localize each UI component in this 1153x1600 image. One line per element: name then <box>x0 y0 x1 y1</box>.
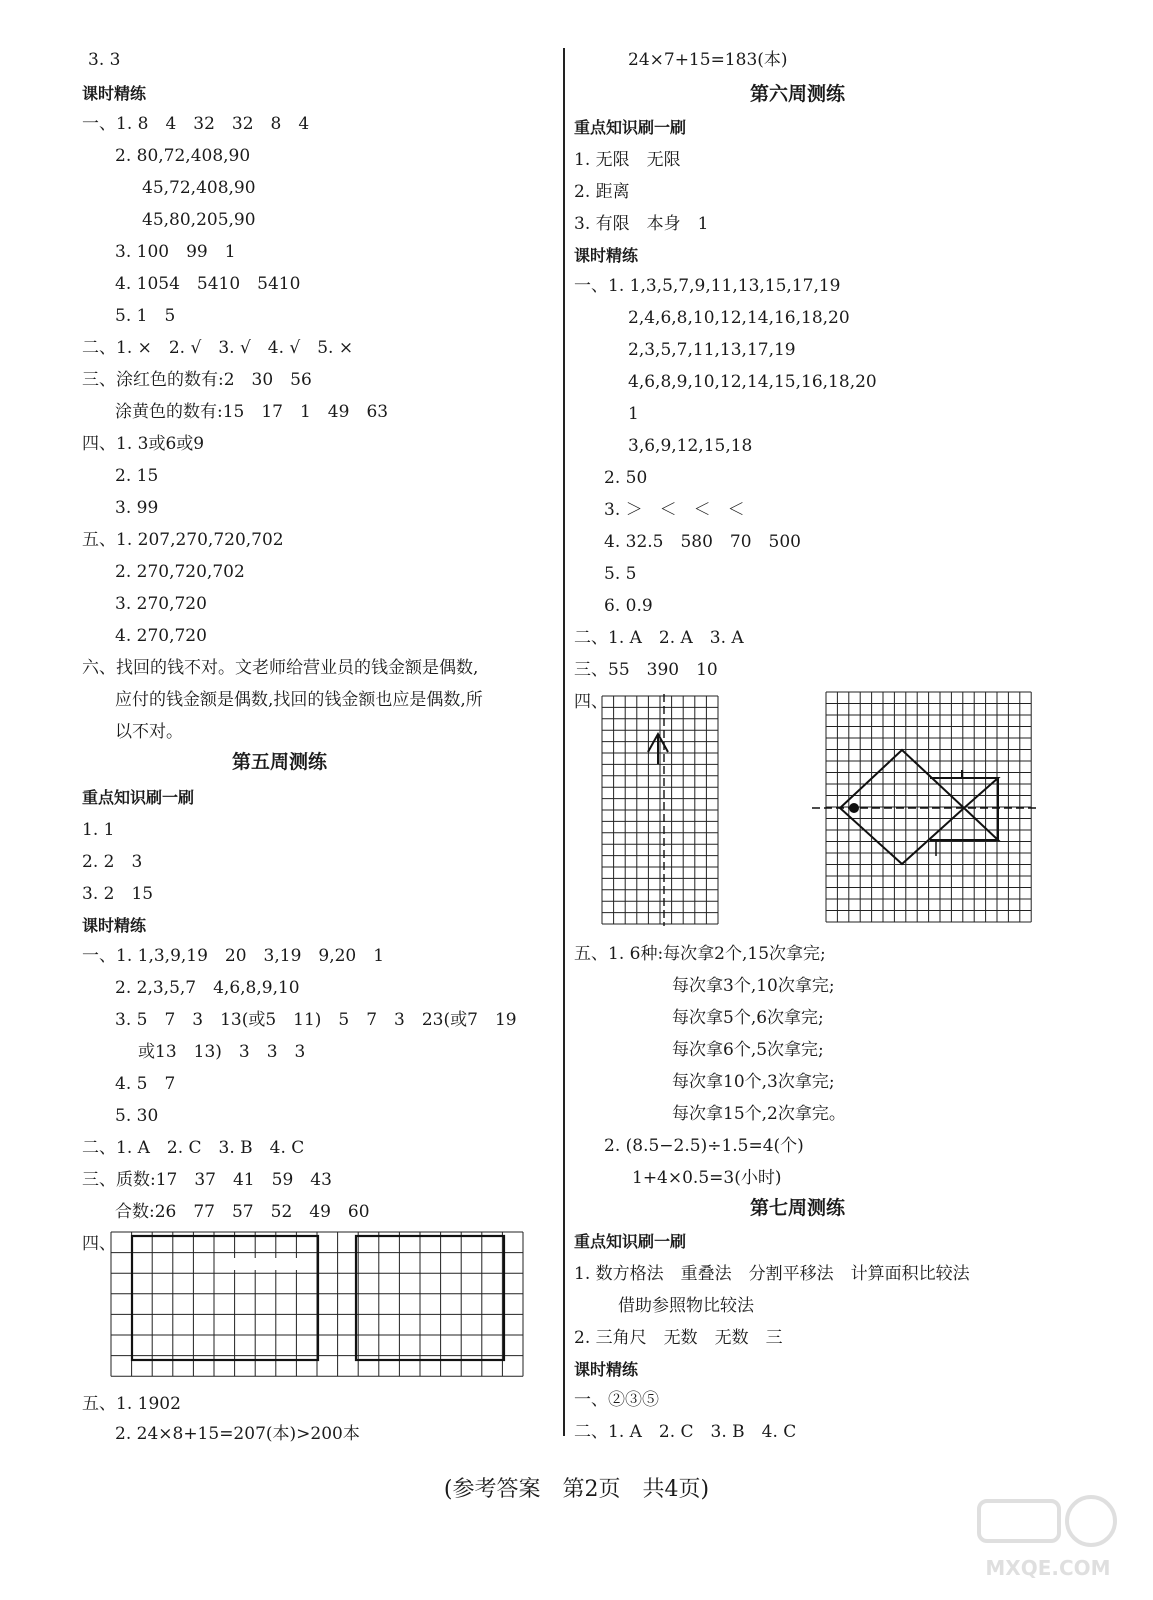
left-line-32: 4. 5 7 <box>115 1074 176 1094</box>
right-line-7: 一、1. 1,3,5,7,9,11,13,15,17,19 <box>574 276 841 296</box>
right-line-11: 1 <box>628 404 639 424</box>
right-line-17: 6. 0.9 <box>604 596 653 616</box>
column-divider <box>563 48 565 1436</box>
right-line-9: 2,3,5,7,11,13,17,19 <box>628 340 796 360</box>
left-line-9: 二、1. × 2. √ 3. √ 4. √ 5. × <box>82 338 354 358</box>
left-line-34: 二、1. A 2. C 3. B 4. C <box>82 1138 305 1158</box>
left-line-28: 一、1. 1,3,9,19 20 3,19 9,20 1 <box>82 946 385 966</box>
left-line-15: 五、1. 207,270,720,702 <box>82 530 284 550</box>
left-line-20: 应付的钱金额是偶数,找回的钱金额也应是偶数,所 <box>115 690 483 710</box>
left-line-14: 3. 99 <box>115 498 159 518</box>
left-line-0: 3. 3 <box>88 50 121 70</box>
right-line-2: 重点知识刷一刷 <box>574 118 687 137</box>
left-line-39: 2. 24×8+15=207(本)>200本 <box>115 1424 360 1444</box>
right-line-4: 2. 距离 <box>574 182 630 202</box>
left-line-7: 4. 1054 5410 5410 <box>115 274 301 294</box>
grid-figure-week5 <box>110 1230 526 1378</box>
left-line-5: 45,80,205,90 <box>142 210 256 230</box>
left-line-8: 5. 1 5 <box>115 306 176 326</box>
left-line-6: 3. 100 99 1 <box>115 242 236 262</box>
left-line-31: 或13 13) 3 3 3 <box>138 1042 306 1062</box>
right-line-24: 每次拿6个,5次拿完; <box>672 1040 824 1060</box>
right-line-14: 3. ＞ ＜ ＜ ＜ <box>604 500 745 520</box>
right-line-6: 课时精练 <box>574 246 639 265</box>
right-line-5: 3. 有限 本身 1 <box>574 214 709 234</box>
left-line-33: 5. 30 <box>115 1106 159 1126</box>
left-line-11: 涂黄色的数有:15 17 1 49 63 <box>115 402 389 422</box>
right-line-36: 二、1. A 2. C 3. B 4. C <box>574 1422 797 1442</box>
page-footer: (参考答案 第2页 共4页) <box>443 1477 710 1502</box>
left-line-24: 1. 1 <box>82 820 115 840</box>
right-line-29: 第七周测练 <box>750 1197 846 1219</box>
left-line-35: 三、质数:17 37 41 59 43 <box>82 1170 332 1190</box>
left-line-25: 2. 2 3 <box>82 852 143 872</box>
right-line-34: 课时精练 <box>574 1360 639 1379</box>
right-line-1: 第六周测练 <box>750 83 846 105</box>
right-line-25: 每次拿10个,3次拿完; <box>672 1072 835 1092</box>
left-line-27: 课时精练 <box>82 916 147 935</box>
left-line-1: 课时精练 <box>82 84 147 103</box>
left-line-23: 重点知识刷一刷 <box>82 788 195 807</box>
right-line-20: 四、 <box>574 692 608 712</box>
right-line-13: 2. 50 <box>604 468 648 488</box>
right-line-32: 借助参照物比较法 <box>618 1296 754 1316</box>
left-line-37: 四、 <box>82 1234 116 1254</box>
left-line-26: 3. 2 15 <box>82 884 154 904</box>
right-line-31: 1. 数方格法 重叠法 分割平移法 计算面积比较法 <box>574 1264 970 1284</box>
left-line-10: 三、涂红色的数有:2 30 56 <box>82 370 312 390</box>
left-line-19: 六、找回的钱不对。文老师给营业员的钱金额是偶数, <box>82 658 479 678</box>
right-line-12: 3,6,9,12,15,18 <box>628 436 753 456</box>
right-line-35: 一、②③⑤ <box>574 1390 659 1410</box>
svg-text:MXQE.COM: MXQE.COM <box>985 1556 1111 1580</box>
right-line-3: 1. 无限 无限 <box>574 150 681 170</box>
grid-figure-fish <box>812 690 1040 926</box>
watermark-logo <box>973 1489 1123 1584</box>
left-line-2: 一、1. 8 4 32 32 8 4 <box>82 114 310 134</box>
right-line-26: 每次拿15个,2次拿完。 <box>672 1104 846 1124</box>
right-line-30: 重点知识刷一刷 <box>574 1232 687 1251</box>
grid-figure-arrow <box>598 694 722 926</box>
right-line-15: 4. 32.5 580 70 500 <box>604 532 802 552</box>
left-line-13: 2. 15 <box>115 466 159 486</box>
right-line-0: 24×7+15=183(本) <box>628 50 788 70</box>
left-line-3: 2. 80,72,408,90 <box>115 146 251 166</box>
right-line-10: 4,6,8,9,10,12,14,15,16,18,20 <box>628 372 877 392</box>
right-line-22: 每次拿3个,10次拿完; <box>672 976 835 996</box>
right-line-23: 每次拿5个,6次拿完; <box>672 1008 824 1028</box>
left-line-12: 四、1. 3或6或9 <box>82 434 205 454</box>
left-line-18: 4. 270,720 <box>115 626 207 646</box>
right-line-16: 5. 5 <box>604 564 637 584</box>
left-line-30: 3. 5 7 3 13(或5 11) 5 7 3 23(或7 19 <box>115 1010 517 1030</box>
left-line-17: 3. 270,720 <box>115 594 207 614</box>
right-line-21: 五、1. 6种:每次拿2个,15次拿完; <box>574 944 826 964</box>
right-line-33: 2. 三角尺 无数 无数 三 <box>574 1328 783 1348</box>
left-line-21: 以不对。 <box>115 722 183 742</box>
right-line-27: 2. (8.5−2.5)÷1.5=4(个) <box>604 1136 804 1156</box>
right-line-18: 二、1. A 2. A 3. A <box>574 628 744 648</box>
right-line-28: 1+4×0.5=3(小时) <box>632 1168 782 1188</box>
left-line-22: 第五周测练 <box>232 751 328 773</box>
right-line-19: 三、55 390 10 <box>574 660 718 680</box>
left-line-4: 45,72,408,90 <box>142 178 256 198</box>
right-line-8: 2,4,6,8,10,12,14,16,18,20 <box>628 308 850 328</box>
left-line-36: 合数:26 77 57 52 49 60 <box>115 1202 370 1222</box>
left-line-29: 2. 2,3,5,7 4,6,8,9,10 <box>115 978 300 998</box>
left-line-38: 五、1. 1902 <box>82 1394 181 1414</box>
left-line-16: 2. 270,720,702 <box>115 562 245 582</box>
